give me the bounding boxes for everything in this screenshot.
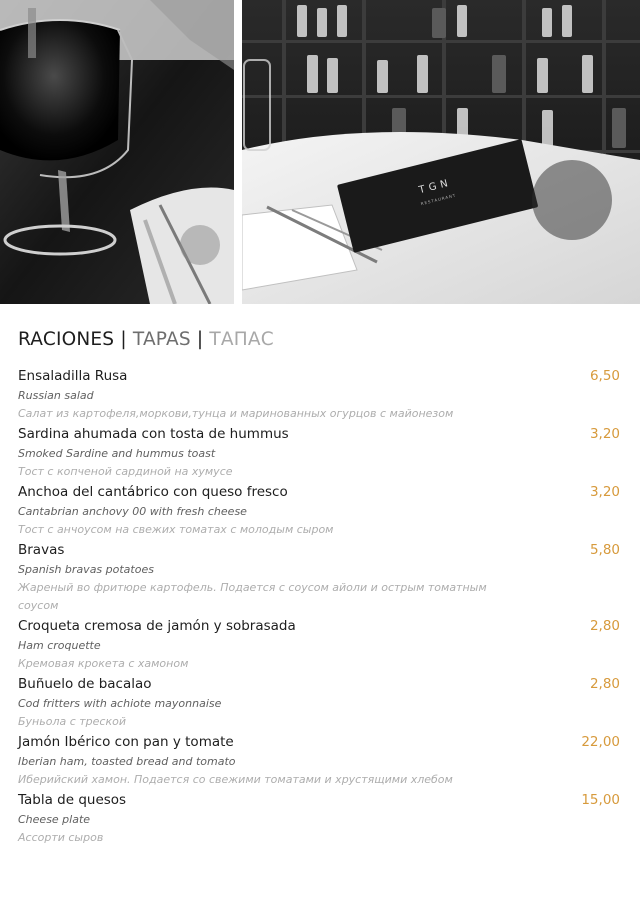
title-separator: | — [196, 329, 204, 350]
item-russian-description: Иберийский хамон. Подается со свежими томатами и хрустящими хлебом — [18, 773, 453, 786]
item-russian-description: Салат из картофеля,моркови,тунца и маринованных огурцов с майонезом — [18, 407, 454, 420]
item-russian-description: Ассорти сыров — [18, 831, 104, 844]
menu-item — [18, 482, 622, 539]
item-russian-description: Жареный во фритюре картофель. Подается с соусом айоли и острым томатным соусом — [18, 581, 487, 612]
item-english-description: Russian salad — [18, 389, 94, 402]
section-title — [18, 329, 274, 350]
item-english-description: Spanish bravas potatoes — [18, 563, 154, 576]
item-english-description: Ham croquette — [18, 639, 101, 652]
item-name: Croqueta cremosa de jamón y sobrasada — [18, 618, 296, 634]
menu-item — [18, 790, 622, 847]
wine-glass-photo — [0, 0, 234, 304]
item-english-description: Cheese plate — [18, 813, 91, 826]
item-name: Bravas — [18, 542, 65, 558]
item-russian-description: Тост с анчоусом на свежих томатах с молодым сыром — [18, 523, 334, 536]
item-russian-description: Тост с копченой сардиной на хумусе — [18, 465, 233, 478]
menu-item — [18, 424, 622, 481]
section-title-english: TAPAS — [132, 329, 191, 350]
menu-item — [18, 540, 622, 615]
menu-item-list — [18, 366, 622, 847]
section-title-russian: ТАПАС — [209, 329, 274, 350]
wine-glass-photo-icon — [0, 0, 234, 304]
item-english-description: Cantabrian anchovy 00 with fresh cheese — [18, 505, 247, 518]
svg-text:RESTAURANT: RESTAURANT — [420, 192, 457, 207]
item-english-description: Cod fritters with achiote mayonnaise — [18, 697, 222, 710]
title-separator: | — [120, 329, 127, 350]
item-price: 3,20 — [589, 426, 620, 442]
item-price: 22,00 — [581, 734, 620, 750]
svg-text:TGN: TGN — [417, 177, 453, 197]
item-price: 15,00 — [581, 792, 620, 808]
item-name: Buñuelo de bacalao — [18, 676, 152, 692]
item-english-description: Iberian ham, toasted bread and tomato — [18, 755, 236, 768]
item-price: 2,80 — [589, 676, 620, 692]
item-price: 3,20 — [589, 484, 620, 500]
restaurant-table-photo — [242, 0, 640, 304]
menu-item — [18, 674, 622, 731]
item-russian-description: Буньола с треской — [18, 715, 127, 728]
item-price: 2,80 — [589, 618, 620, 634]
item-price: 6,50 — [589, 368, 620, 384]
menu-item — [18, 732, 622, 789]
item-name: Ensaladilla Rusa — [18, 368, 128, 384]
item-name: Tabla de quesos — [18, 792, 127, 808]
menu-item — [18, 366, 622, 423]
photo-banner — [0, 0, 640, 304]
menu-item — [18, 616, 622, 673]
restaurant-table-photo-icon — [242, 0, 640, 304]
item-name: Jamón Ibérico con pan y tomate — [18, 734, 234, 750]
item-english-description: Smoked Sardine and hummus toast — [18, 447, 216, 460]
item-name: Sardina ahumada con tosta de hummus — [18, 426, 289, 442]
section-title-spanish: RACIONES — [18, 329, 115, 350]
item-name: Anchoa del cantábrico con queso fresco — [18, 484, 288, 500]
item-price: 5,80 — [589, 542, 620, 558]
item-russian-description: Кремовая крокета с хамоном — [18, 657, 189, 670]
